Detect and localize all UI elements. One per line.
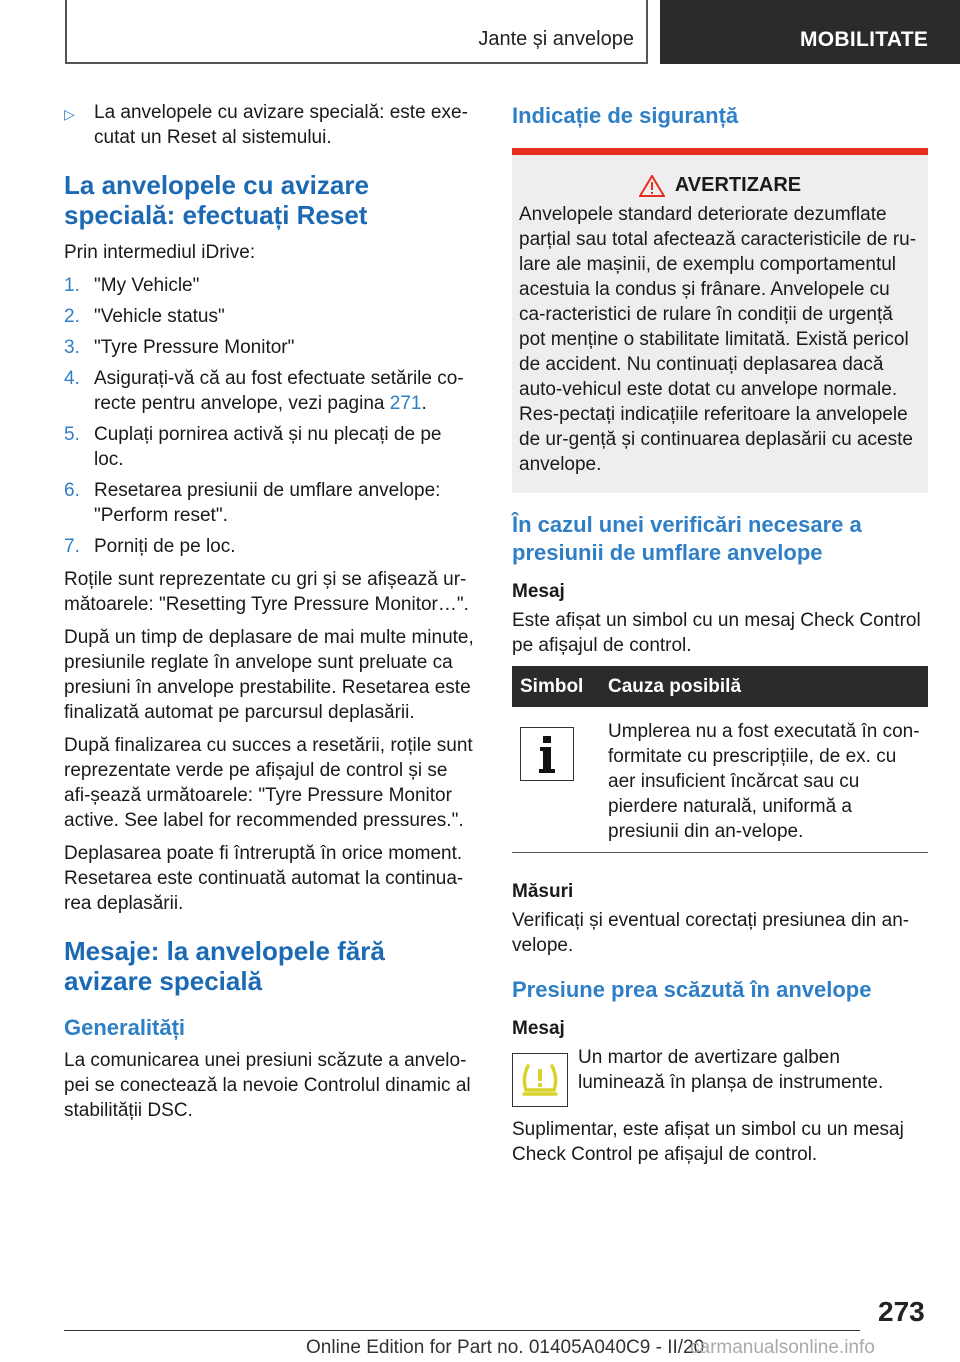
intro-text: Prin intermediul iDrive: — [64, 242, 256, 263]
table-header-cause: Cauza posibilă — [600, 666, 928, 707]
left-column — [64, 100, 476, 1131]
paragraph: Suplimentar, este afișat un simbol cu un mesaj Check Control pe afișajul de control. — [512, 1119, 904, 1165]
bullet-item — [64, 100, 476, 150]
paragraph: După finalizarea cu succes a resetării, roțile sunt reprezentate verde pe afișajul de control și se afi‐șează următoarele: "Tyre Pressure Monitor active. See label for recommended pressures.". — [64, 735, 473, 831]
step-item: 7. Porniți de pe loc. — [64, 536, 236, 557]
page-link[interactable]: 271 — [389, 393, 422, 414]
heading-reset: La anvelopele cu avizare specială: efectuați Reset — [64, 170, 369, 230]
measures-text: Verificați și eventual corectați presiunea din an‐velope. — [512, 910, 910, 956]
step-item: 1. "My Vehicle" — [64, 275, 200, 296]
header-chapter-box — [660, 0, 960, 64]
page-number: 273 — [878, 1296, 925, 1327]
tire-pressure-warning-icon — [512, 1053, 568, 1107]
heading-safety: Indicație de siguranță — [512, 103, 739, 128]
triangle-bullet-icon: ▷ — [64, 106, 75, 122]
message-text: Este afișat un simbol cu un mesaj Check Control pe afișajul de control. — [512, 610, 921, 656]
right-column — [512, 100, 928, 1175]
table-header-symbol: Simbol — [512, 666, 600, 707]
warning-box — [512, 148, 928, 493]
lamp-text: Un martor de avertizare galben luminează în planșa de instrumente. — [578, 1047, 884, 1093]
header-section-title: Jante și anvelope — [478, 28, 634, 50]
paragraph: După un timp de deplasare de mai multe minute, presiunile reglate în anvelope sunt preluate ca presiuni în anvelope prestabilite. Resetarea este finalizată automat pe parcursul deplasării. — [64, 627, 474, 723]
warning-text: Anvelopele standard deteriorate dezumflate parțial sau total afectează caracteristicile de ru‐lare ale mașinii, de exemplu comportamentul acestuia la condus și frânare. Anvelopele cu ca‐racteristici de rulare în condiții de urgență pot menține o stabilitate limitată. Există pericol de accident. Nu continuați deplasarea dacă auto‐vehicul este dotat cu anvelope normale. Res‐pectați indicațiile referitoare la anvelopele de ur‐gență și continuarea deplasării cu aceste anvelope. — [519, 204, 917, 475]
heading-check: În cazul unei verificări necesare a presiunii de umflare anvelope — [512, 512, 862, 565]
message-label: Mesaj — [512, 581, 565, 602]
watermark: carmanualsonline.info — [690, 1337, 875, 1358]
symbol-table — [512, 666, 928, 853]
step-item: 3. "Tyre Pressure Monitor" — [64, 337, 295, 358]
message-label: Mesaj — [512, 1018, 565, 1039]
measures-label: Măsuri — [512, 881, 574, 902]
step-item: 2. "Vehicle status" — [64, 306, 225, 327]
paragraph: La comunicarea unei presiuni scăzute a anvelo‐pei se conectează la nevoie Controlul dinamic al stabilității DSC. — [64, 1050, 471, 1121]
table-row — [512, 707, 928, 853]
footer-divider — [64, 1330, 860, 1331]
warning-triangle-icon — [639, 175, 665, 197]
step-item: 6. Resetarea presiunii de umflare anvelope: "Perform reset". — [64, 480, 441, 526]
footer-edition: Online Edition for Part no. 01405A040C9 - II/20 — [306, 1337, 705, 1358]
step-item: 4. Asigurați-vă că au fost efectuate setările co‐recte pentru anvelope, vezi pagina 271. — [64, 368, 464, 414]
paragraph: Deplasarea poate fi întreruptă în orice moment. Resetarea este continuată automat la continua‐rea deplasării. — [64, 843, 464, 914]
table-cause-cell: Umplerea nu a fost executată în con‐formitate cu prescripțiile, de ex. cu aer insuficient încărcat sau cu pierdere naturală, uniformă a presiunii din an‐velope. — [600, 707, 928, 853]
warning-title: AVERTIZARE — [519, 173, 921, 198]
header-chapter-title: MOBILITATE — [800, 28, 929, 51]
info-symbol-icon — [520, 727, 574, 781]
step-list — [64, 273, 476, 559]
heading-messages: Mesaje: la anvelopele fără avizare specială — [64, 936, 385, 996]
step-item: 5. Cuplați pornirea activă și nu plecați de pe loc. — [64, 424, 442, 470]
header-section-box — [65, 0, 648, 64]
heading-low-pressure: Presiune prea scăzută în anvelope — [512, 977, 872, 1002]
bullet-text: La anvelopele cu avizare specială: este exe‐cutat un Reset al sistemului. — [94, 102, 468, 148]
lamp-row — [512, 1045, 928, 1107]
paragraph: Roțile sunt reprezentate cu gri și se afișează ur‐mătoarele: "Resetting Tyre Pressure Monitor…". — [64, 569, 469, 615]
heading-general: Generalități — [64, 1015, 186, 1040]
